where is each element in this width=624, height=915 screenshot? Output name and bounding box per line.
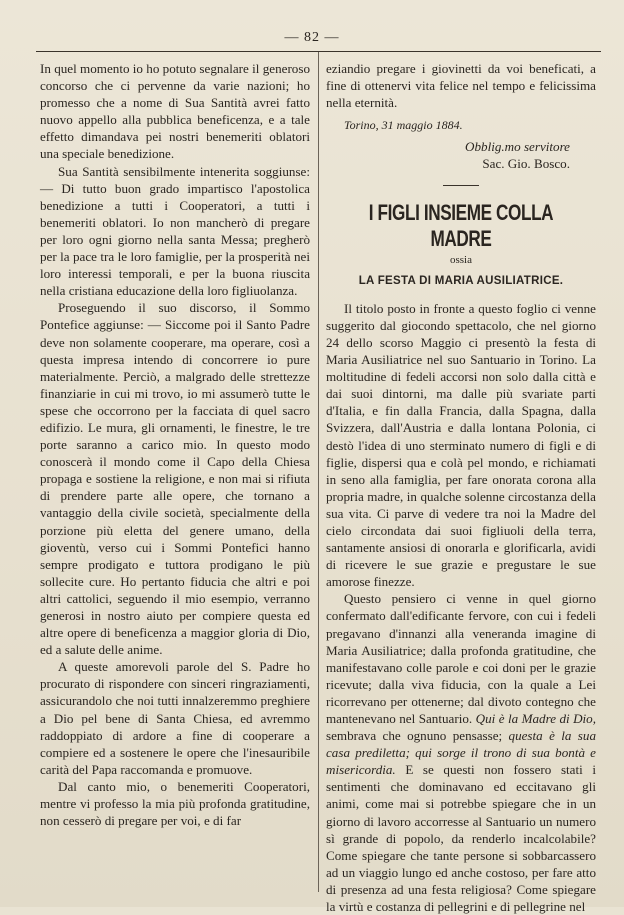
text-run: Questo pensiero ci venne in quel giorno confermato dall'edificante fervore, con cui i fedeli pregavano d'innanzi alla veneranda imagine di Maria Ausiliatrice; dalla profonda gratitudine, che manifestavano colle parole e coi doni per le grazie ricevute; dalla viva fiducia, con la quale a Lei ricorrevano per ottenerne; dal divoto contegno che mantenevano nel Santuario. [326,591,596,726]
article-subtitle: LA FESTA DI MARIA AUSILIATRICE. [358,274,564,287]
paragraph [326,590,596,915]
letter-date: Torino, 31 maggio 1884. [344,118,463,133]
letter-closing [326,60,596,173]
quote: questa è la sua casa prediletta; qui sorge il trono di sua bontà e misericordia. [326,728,596,778]
paragraph: A queste amorevoli parole del S. Padre ho procurato di rispondere con sinceri ringraziamenti, assicurandolo che noi tutti innalzeremmo preghiere a Dio pel bene di Santa Chiesa, ed avremmo raddoppiato di ardore a fine di cooperare a compiere ed a sostenere le opere che l'inesauribile carità del Papa raccomanda e promuove. [40,659,310,777]
article-title: I FIGLI INSIEME COLLA MADRE [368,199,554,251]
text-run: E se questi non fossero stati i sentimenti che dominavano ed eccitavano gli animi, come mai si potrebbe spiegare che in un giorno di lavoro accorresse al Santuario un numero sì grande di popolo, da renderlo incalcolabile? Come spiegare che tante persone si sobbarcassero ad un viaggio lungo ed anche costoso, per fare atto di presenza ad una festa religiosa? Come spiegare la virtù e costanza di pellegrini e di pellegrine nel [326,762,596,915]
page-number: — 82 — [284,30,340,45]
column-divider [318,52,319,892]
closing-salutation: Obblig.mo servitore [465,139,570,155]
paragraph: Sua Santità sensibilmente intenerita soggiunse: — Di tutto buon grado impartisco l'apostolica benedizione a tutti i Cooperatori, a tutti i benemeriti oblatori. Io non mancherò di pregare per loro ogni giorno nella santa Messa; pregherò per la pace tra le loro famiglie, per la prosperità nei loro interessi temporali, e per la buona riuscita nella cristiana educazione della loro figliuolanza. [40,163,310,299]
left-column [40,60,310,829]
paragraph: In quel momento io ho potuto segnalare il generoso concorso che ci pervenne da varie nazioni; ho promesso che a nome di Sua Santità avrei fatto nuovo appello alla pubblica beneficenza, e a tale effetto dimandava pei nostri benemeriti oblatori una speciale benedizione. [40,61,310,162]
text-run: sembrava che ognuno pensasse; [326,728,509,744]
signature: Sac. Gio. Bosco. [482,156,570,172]
article-ossia: ossia [450,253,472,266]
quote: Qui è la Madre di Dio, [475,711,597,726]
paragraph: Il titolo posto in fronte a questo foglio ci venne suggerito dal giocondo spettacolo, che nel giorno 24 dello scorso Maggio ci presentò la festa di Maria Ausiliatrice nel suo Santuario in Torino. La moltitudine di fedeli accorsi non solo dalla città e dai suoi dintorni, ma dalle più svariate parti d'Italia, e fin dalla Francia, dalla Spagna, dalla Svizzera, dall'Austria e dalla lontana Polonia, ci destò l'idea di uno sterminato numero di figli e di figlie, dispersi qua e colà pel mondo, e richiamati in seno alla famiglia, per fare onorata corona alla propria madre, in qualche solenne circostanza della sua vita. Ci parve di vedere tra noi la Madre del cielo circondata dai suoi figliuoli della terra, santamente ansiosi di onorarla e glorificarla, avidi di ricevere le sue grazie e pregustare le sue amorose finezze. [326,300,596,590]
paragraph: Proseguendo il suo discorso, il Sommo Pontefice aggiunse: — Siccome poi il Santo Padre deve non solamente cooperare, ma operare, così a questa impresa intendo di concorrere io pure materialmente. Perciò, a malgrado delle strettezze finanziarie in cui mi trovo, io mi assumerò tutte le spese che occorrono per la facciata di quel sacro edifizio. Le mura, gli ornamenti, le finestre, le tre porte saranno a carico mio. In questo modo conoscerà il mondo come il Capo della Chiesa propaga e sostiene la religione, e non mai si rifiuta di prendere parte alle opere, che tornano a vantaggio della civile società, specialmente della porzione più eletta del genere umano, della gioventù, verso cui i Sommi Pontefici hanno sempre prodigato e tuttora prodigano le più sollecite cure. Ho pertanto fiducia che altri e poi altri cattolici, seguendo il mio esempio, verranno generosi in nostro aiuto per compiere questa ed altre opere di beneficenza a maggior gloria di Dio, ed a salute delle anime. [40,300,310,658]
right-column [326,60,596,915]
paragraph: Dal canto mio, o benemeriti Cooperatori, mentre vi professo la mia più profonda gratitudine, non cesserò di pregare per voi, e di far [40,778,310,829]
article-body [326,300,596,915]
section-rule [443,185,479,186]
paragraph: eziandio pregare i giovinetti da voi beneficati, a fine di ottenervi vita felice nel tempo e felicissima nella eternità. [326,61,596,111]
